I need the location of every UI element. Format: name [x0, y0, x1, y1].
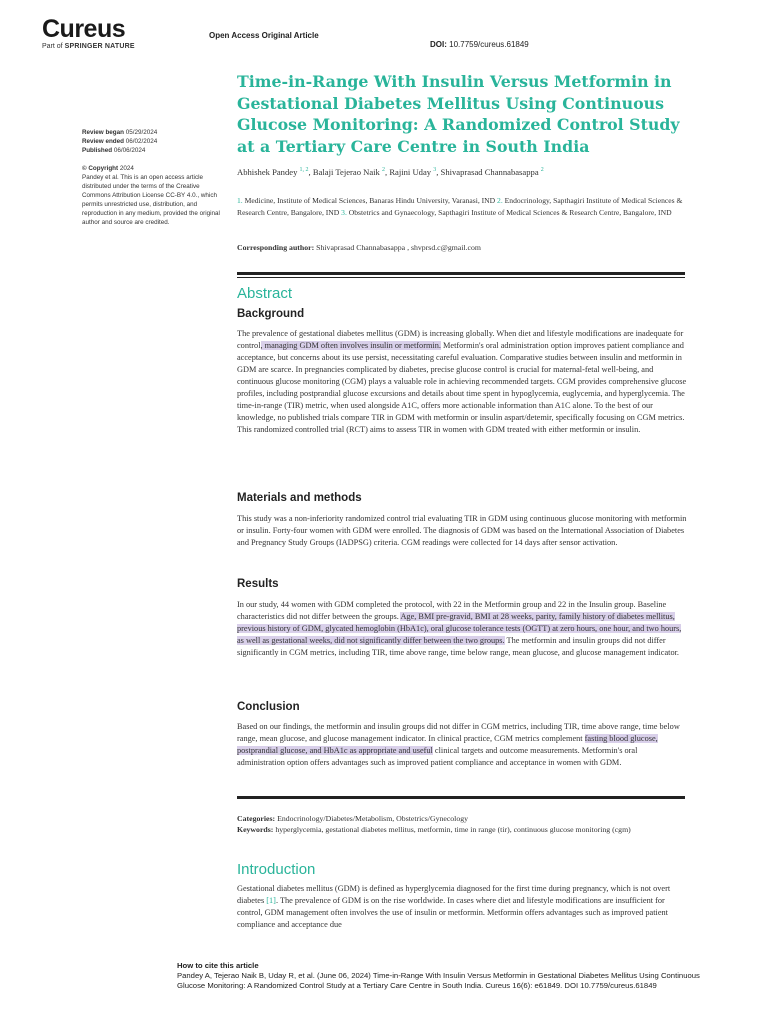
methods-heading: Materials and methods: [237, 492, 362, 504]
article-title: Time-in-Range With Insulin Versus Metformin in Gestational Diabetes Mellitus Using Continuous Glucose Monitoring: A Randomized Control Study at a Tertiary Care Centre in South India: [237, 72, 680, 156]
doi-link[interactable]: 10.7759/cureus.61849: [449, 40, 529, 49]
affiliation-number: 1.: [237, 196, 243, 205]
logo-subtitle: [42, 43, 135, 50]
license-text: Pandey et al. This is an open access article distributed under the terms of the Creative Commons Attribution License CC-BY 4.0., which permits unrestricted use, distribution, and reproduction in any medium, provided the original author and source are credited.: [82, 174, 220, 226]
conclusion-text: Based on our findings, the metformin and insulin groups did not differ in CGM metrics, including TIR, time above range, time below range, mean glucose, and glucose management indicator. In clinical practice, CGM metrics complement fasting blood glucose, postprandial glucose, and HbA1c as appropriate and useful clinical targets and outcome measurements. Metformin's oral administration option offers advantages such as improved patient compliance and acceptance in women with GDM.: [237, 722, 680, 768]
review-ended: Review ended 06/02/2024: [82, 138, 158, 145]
author-name[interactable]: Shivaprasad Channabasappa: [440, 167, 539, 177]
section-divider: [237, 272, 685, 275]
affiliation-number: 3.: [341, 207, 347, 217]
affiliation-text: Endocrinology, Sapthagiri Institute of Medical Sciences & Research Centre, Bangalore, IND: [237, 196, 683, 217]
abstract-heading: Abstract: [237, 285, 293, 302]
article-sidebar: [82, 128, 222, 227]
logo-part-of: Part of: [42, 43, 63, 50]
author-separator: ,: [308, 167, 313, 177]
section-divider: [237, 796, 685, 799]
author-name[interactable]: Rajini Uday: [389, 167, 432, 177]
logo-publisher: SPRINGER NATURE: [64, 43, 135, 50]
author-name[interactable]: Abhishek Pandey: [237, 167, 298, 177]
citation-heading: How to cite this article: [177, 961, 259, 970]
background-heading: Background: [237, 308, 305, 320]
doi-label: DOI:: [430, 40, 447, 49]
corresponding-author: Corresponding author: Shivaprasad Channabasappa , shvprsd.c@gmail.com: [237, 243, 481, 252]
citation-text: Pandey A, Tejerao Naik B, Uday R, et al. (June 06, 2024) Time-in-Range With Insulin Versus Metformin in Gestational Diabetes Mellitus Using Continuous Glucose Monitoring: A Randomized Control Study at a Tertiary Care Centre in South India. Cureus 16(6): e61849. DOI 10.7759/cureus.61849: [177, 971, 700, 991]
highlight: , managing GDM often involves insulin or metformin.: [260, 341, 441, 351]
review-began: Review began 05/29/2024: [82, 129, 158, 136]
doi: [430, 40, 529, 49]
author-affiliation-sup: 3: [433, 167, 437, 174]
introduction-heading: Introduction: [237, 861, 316, 878]
affiliation-text: Medicine, Institute of Medical Sciences, Banaras Hindu University, Varanasi, IND: [244, 196, 498, 205]
author-separator: ,: [436, 167, 441, 177]
introduction-text: Gestational diabetes mellitus (GDM) is defined as hyperglycemia diagnosed for the first time during pregnancy, which is not overt diabetes [1]. The prevalence of GDM is on the rise worldwide. In cases where diet and lifestyle modifications are insufficient for control, GDM management often involves the use of insulin or metformin. Metformin offers advantages such as improved patient compliance and acceptance due: [237, 884, 671, 930]
highlight: Age, BMI pre-gravid, BMI at 28 weeks, parity, family history of diabetes mellitus, previous history of GDM, glycated hemoglobin (HbA1c), oral glucose tolerance tests (OGTT) at zero hours, one hour, and two hours, as well as gestational weeks, did not significantly differ between the two groups.: [237, 612, 682, 646]
affiliation-text: Obstetrics and Gynaecology, Sapthagiri Institute of Medical Sciences & Research Centre, Bangalore, IND: [348, 207, 672, 217]
section-divider-thin: [237, 277, 685, 278]
logo-wordmark: Cureus: [42, 15, 126, 43]
author-separator: ,: [385, 167, 390, 177]
highlight: fasting blood glucose, postprandial glucose, and HbA1c as appropriate and useful: [237, 734, 658, 756]
conclusion-heading: Conclusion: [237, 701, 300, 713]
published-date: Published 06/06/2024: [82, 147, 146, 154]
author-list: [237, 167, 707, 177]
article-type: Open Access Original Article: [209, 31, 319, 40]
author-affiliation-sup: 1, 2: [299, 167, 309, 174]
categories: Categories: Endocrinology/Diabetes/Metabolism, Obstetrics/Gynecology: [237, 814, 469, 823]
author-affiliation-sup: 2: [382, 167, 386, 174]
reference-link[interactable]: [1]: [266, 896, 276, 906]
citation-footer: [177, 961, 717, 992]
background-text: The prevalence of gestational diabetes mellitus (GDM) is increasing globally. When diet and lifestyle modifications are inadequate for control, managing GDM often involves insulin or metformin. Metformin's oral administration option improves patient compliance and acceptance, but concerns about its use persist, necessitating careful evaluation. Comparative studies between insulin and metformin in GDM are scarce. In pregnancies complicated by diabetes, precise glucose control is crucial for maternal-fetal well-being, and continuous glucose monitoring (CGM) plays a valuable role in achieving recommended targets. CGM provides comprehensive glucose profiles, including postprandial glucose excursions and details about time spent in hypoglycemia, euglycemia, and hyperglycemia. The time-in-range (TIR) metric, when used alongside A1C, offers more actionable information than A1C alone. To the best of our knowledge, no published trials compare TIR in GDM with metformin or insulin aspart/detemir, specifically focusing on CGM metrics. This randomized controlled trial (RCT) aims to assess TIR in women with GDM treated with either metformin or insulin.: [237, 329, 687, 435]
author-affiliation-sup: 2: [540, 167, 544, 174]
results-text: In our study, 44 women with GDM completed the protocol, with 22 in the Metformin group and 22 in the Insulin group. Baseline characteristics did not differ between the groups. Age, BMI pre-gravid, BMI at 28 weeks, parity, family history of diabetes mellitus, previous history of GDM, glycated hemoglobin (HbA1c), oral glucose tolerance tests (OGTT) at zero hours, one hour, and two hours, as well as gestational weeks, did not significantly differ between the two groups. The metformin and insulin groups did not differ significantly in CGM metrics, including TIR, time above range, time below range, mean glucose, and glucose management indicator.: [237, 600, 682, 658]
affiliations: [237, 195, 689, 218]
methods-text: This study was a non-inferiority randomized control trial evaluating TIR in GDM using continuous glucose monitoring with metformin or insulin. Forty-four women with GDM were enrolled. The diagnosis of GDM was based on the International Association of Diabetes and Pregnancy Study Groups (IADPSG) criteria. CGM readings were collected for 14 days after sensor activation.: [237, 514, 687, 548]
copyright: © Copyright 2024: [82, 165, 134, 172]
results-heading: Results: [237, 578, 279, 590]
author-name[interactable]: Balaji Tejerao Naik: [312, 167, 380, 177]
affiliation-number: 2.: [497, 196, 503, 205]
cureus-logo[interactable]: [42, 16, 135, 50]
keywords: Keywords: hyperglycemia, gestational diabetes mellitus, metformin, time in range (tir), continuous glucose monitoring (cgm): [237, 825, 631, 834]
